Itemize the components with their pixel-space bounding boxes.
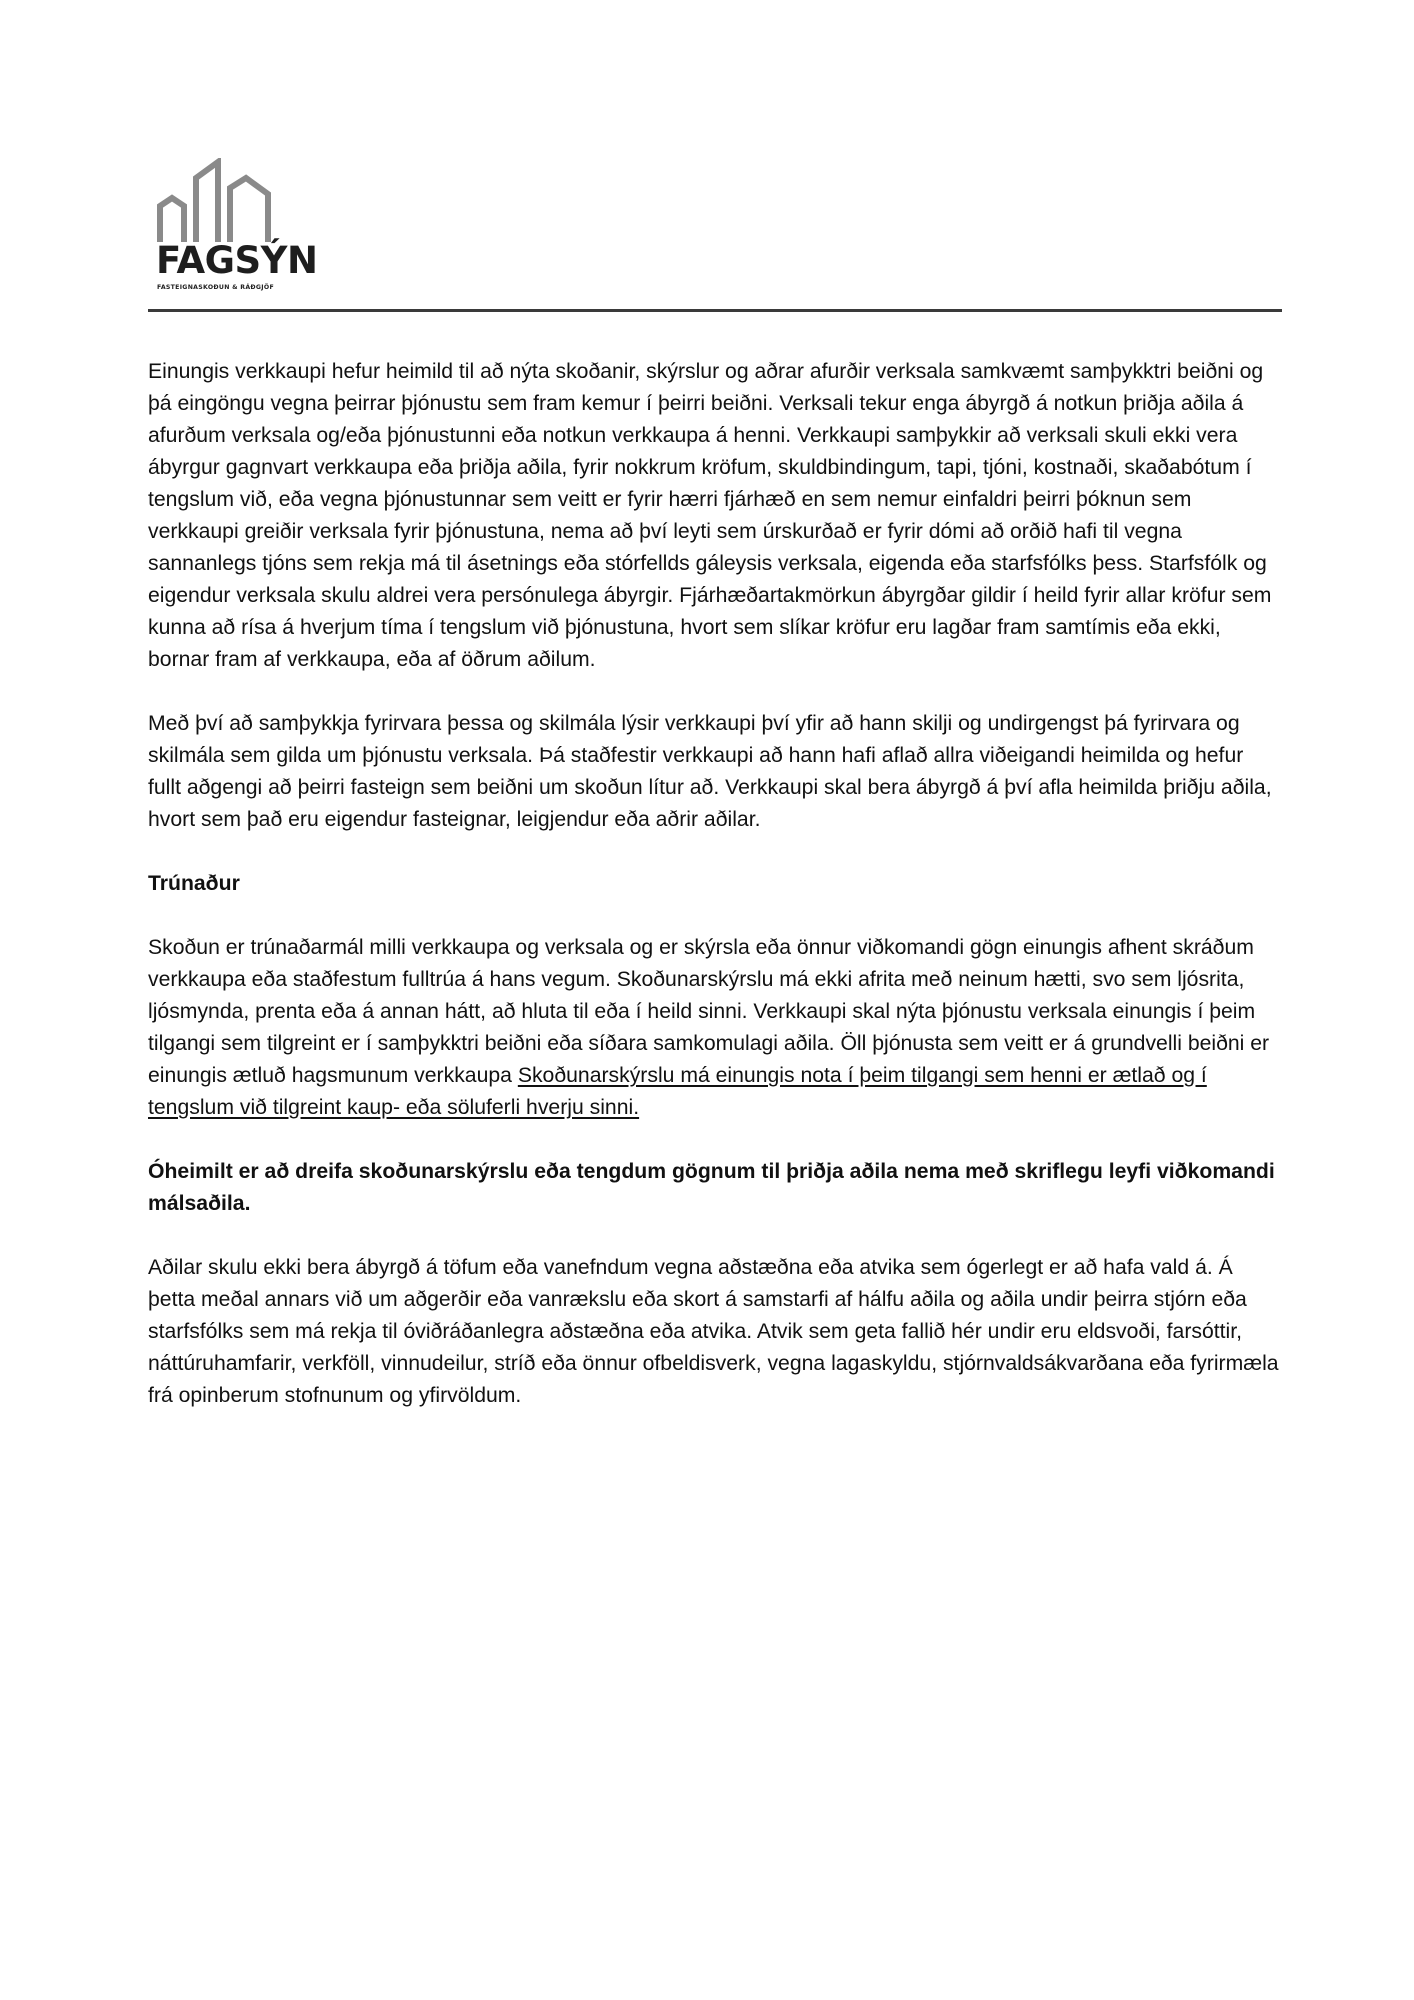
force-majeure-paragraph: Aðilar skulu ekki bera ábyrgð á töfum eða vanefndum vegna aðstæðna eða atvika sem ógerlegt er að hafa vald á. Á þetta meðal annars við um aðgerðir eða vanrækslu eða skort á samstarfi af hálfu aðila og aðila undir þeirra stjórn eða starfsfólks sem má rekja til óviðráðanlegra aðstæðna eða atvika. Atvik sem geta fallið hér undir eru eldsvoði, farsóttir, náttúruhamfarir, verkföll, vinnudeilur, stríð eða önnur ofbeldisverk, vegna lagaskyldu, stjórnvaldsákvarðana eða fyrirmæla frá opinberum stofnunum og yfirvöldum. <box>148 1256 1279 1407</box>
logo-tagline: FASTEIGNASKOÐUN & RÁÐGJÖF <box>157 284 274 291</box>
buildings-outline-icon <box>156 158 276 242</box>
section-heading-trunadur: Trúnaður <box>148 872 240 895</box>
distribution-prohibition-paragraph: Óheimilt er að dreifa skoðunarskýrslu eða tengdum gögnum til þriðja aðila nema með skriflegu leyfi viðkomandi málsaðila. <box>148 1160 1275 1215</box>
document-body <box>148 356 1282 1412</box>
acceptance-paragraph: Með því að samþykkja fyrirvara þessa og skilmála lýsir verkkaupi því yfir að hann skilji og undirgengst þá fyrirvara og skilmála sem gilda um þjónustu verksala. Þá staðfestir verkkaupi að hann hafi aflað allra viðeigandi heimilda og hefur fullt aðgengi að þeirri fasteign sem beiðni um skoðun lítur að. Verkkaupi skal bera ábyrgð á því afla heimilda þriðju aðila, hvort sem það eru eigendur fasteignar, leigjendur eða aðrir aðilar. <box>148 712 1272 831</box>
confidentiality-text: Skoðun er trúnaðarmál milli verkkaupa og verksala og er skýrsla eða önnur viðkomandi gögn einungis afhent skráðum verkkaupa eða staðfestum fulltrúa á hans vegum. Skoðunarskýrslu má ekki afrita með neinum hætti, svo sem ljósrita, ljósmynda, prenta eða á annan hátt, að hluta til eða í heild sinni. Verkkaupi skal nýta þjónustu verksala einungis í þeim tilgangi sem tilgreint er í samþykktri beiðni eða síðara samkomulagi aðila. Öll þjónusta sem veitt er á grundvelli beiðni er einungis ætluð hagsmunum verkkaupa <box>148 936 1270 1087</box>
company-logo <box>156 158 326 298</box>
header-divider <box>148 309 1282 312</box>
liability-paragraph: Einungis verkkaupi hefur heimild til að nýta skoðanir, skýrslur og aðrar afurðir verksala samkvæmt samþykktri beiðni og þá eingöngu vegna þeirrar þjónustu sem fram kemur í þeirri beiðni. Verksali tekur enga ábyrgð á notkun þriðja aðila á afurðum verksala og/eða þjónustunni eða notkun verkkaupa á henni. Verkkaupi samþykkir að verksali skuli ekki vera ábyrgur gagnvart verkkaupa eða þriðja aðila, fyrir nokkrum kröfum, skuldbindingum, tapi, tjóni, kostnaði, skaðabótum í tengslum við, eða vegna þjónustunnar sem veitt er fyrir hærri fjárhæð en sem nemur einfaldri þeirri þóknun sem verkkaupi greiðir verksala fyrir þjónustuna, nema að því leyti sem úrskurðað er fyrir dómi að orðið hafi til vegna sannanlegs tjóns sem rekja má til ásetnings eða stórfellds gáleysis verksala, eigenda eða starfsfólks þess. Starfsfólk og eigendur verksala skulu aldrei vera persónulega ábyrgir. Fjárhæðartakmörkun ábyrgðar gildir í heild fyrir allar kröfur sem kunna að rísa á hverjum tíma í tengslum við þjónustuna, hvort sem slíkar kröfur eru lagðar fram samtímis eða ekki, bornar fram af verkkaupa, eða af öðrum aðilum. <box>148 360 1272 671</box>
usage-restriction-text: Skoðunarskýrslu má einungis nota í þeim tilgangi sem henni er ætlað og í tengslum við tilgreint kaup- eða söluferli hverju sinni. <box>148 1064 1207 1119</box>
logo-name: FAGSÝN <box>156 239 318 282</box>
confidentiality-paragraph <box>148 932 1282 1124</box>
